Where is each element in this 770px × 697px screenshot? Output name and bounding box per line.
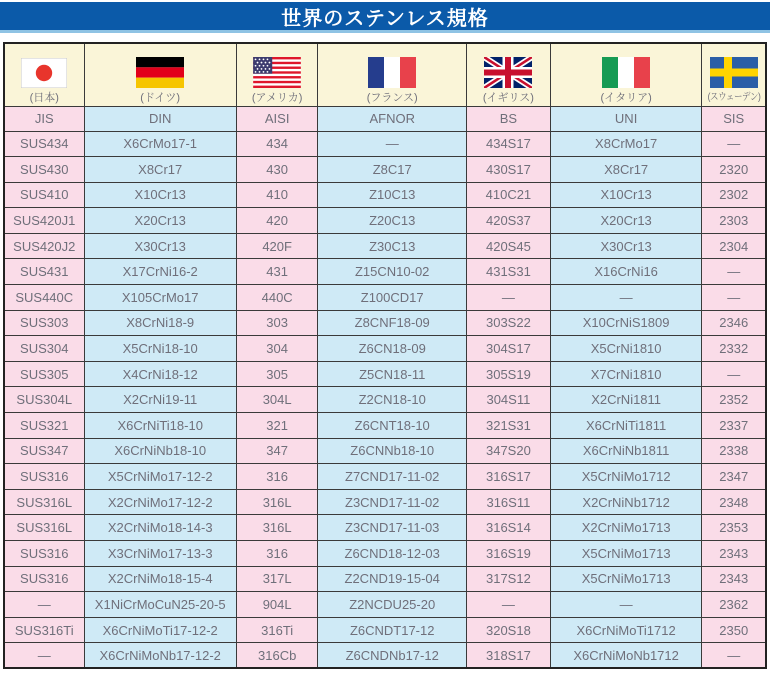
column-header-japan [4, 43, 84, 106]
japan-flag-icon [21, 58, 67, 88]
table-cell: Z6CNDNb17-12 [318, 643, 467, 669]
table-cell: Z100CD17 [318, 285, 467, 311]
table-cell: 320S18 [467, 617, 551, 643]
table-cell: 303S22 [467, 310, 551, 336]
table-cell: 316L [236, 489, 318, 515]
table-row [4, 259, 766, 285]
table-cell: X16CrNi16 [550, 259, 702, 285]
table-cell: 431S31 [467, 259, 551, 285]
table-row [4, 285, 766, 311]
table-cell: 904L [236, 592, 318, 618]
table-cell: Z10C13 [318, 182, 467, 208]
table-cell: SUS347 [4, 438, 84, 464]
table-cell: X8CrNi18-9 [84, 310, 236, 336]
table-cell: X2CrNiNb1712 [550, 489, 702, 515]
table-row [4, 566, 766, 592]
table-cell: — [702, 131, 766, 157]
table-cell: 317S12 [467, 566, 551, 592]
country-label: (スウェーデン) [707, 91, 761, 103]
table-cell: X2CrNi1811 [550, 387, 702, 413]
table-cell: 304L [236, 387, 318, 413]
country-label: (イタリア) [600, 91, 652, 104]
table-cell: 2343 [702, 566, 766, 592]
table-cell: X5CrNi18-10 [84, 336, 236, 362]
table-cell: 2352 [702, 387, 766, 413]
table-row [4, 233, 766, 259]
france-flag-icon [368, 57, 416, 88]
column-header-italy [550, 43, 702, 106]
table-cell: SUS316L [4, 515, 84, 541]
table-cell: X6CrMo17-1 [84, 131, 236, 157]
table-cell: X10CrNiS1809 [550, 310, 702, 336]
table-cell: SUS316Ti [4, 617, 84, 643]
title-bar [0, 2, 770, 33]
table-row [4, 413, 766, 439]
page [0, 2, 770, 669]
table-cell: 2337 [702, 413, 766, 439]
table-cell: X5CrNiMo1712 [550, 464, 702, 490]
table-cell: Z6CN18-09 [318, 336, 467, 362]
table-cell: SUS431 [4, 259, 84, 285]
table-cell: 305 [236, 361, 318, 387]
table-cell: X20Cr13 [84, 208, 236, 234]
table-cell: SUS410 [4, 182, 84, 208]
table-cell: 2303 [702, 208, 766, 234]
table-cell: X20Cr13 [550, 208, 702, 234]
table-cell: X6CrNiTi18-10 [84, 413, 236, 439]
table-cell: 2346 [702, 310, 766, 336]
table-cell: — [702, 643, 766, 669]
table-cell: Z8CNF18-09 [318, 310, 467, 336]
table-cell: 434 [236, 131, 318, 157]
table-cell: Z7CND17-11-02 [318, 464, 467, 490]
table-cell: — [4, 592, 84, 618]
table-cell: 434S17 [467, 131, 551, 157]
table-cell: 304 [236, 336, 318, 362]
table-cell: X6CrNiMoNb17-12-2 [84, 643, 236, 669]
country-label: (ドイツ) [140, 91, 181, 104]
standard-code-afnor: AFNOR [318, 106, 467, 131]
table-cell: — [550, 285, 702, 311]
table-cell: X5CrNiMo1713 [550, 566, 702, 592]
table-row [4, 182, 766, 208]
table-cell: 316 [236, 541, 318, 567]
uk-flag-icon [484, 57, 532, 88]
table-cell: — [318, 131, 467, 157]
table-cell: 316S11 [467, 489, 551, 515]
table-cell: X17CrNi16-2 [84, 259, 236, 285]
standard-code-jis: JIS [4, 106, 84, 131]
table-cell: SUS321 [4, 413, 84, 439]
table-cell: X2CrNiMo1713 [550, 515, 702, 541]
table-cell: — [702, 285, 766, 311]
table-cell: Z5CN18-11 [318, 361, 467, 387]
table-row [4, 208, 766, 234]
table-cell: 2362 [702, 592, 766, 618]
table-cell: X7CrNi1810 [550, 361, 702, 387]
column-header-sweden [702, 43, 766, 106]
table-cell: X5CrNiMo17-12-2 [84, 464, 236, 490]
table-cell: X10Cr13 [84, 182, 236, 208]
table-cell: 430S17 [467, 157, 551, 183]
table-cell: X2CrNiMo17-12-2 [84, 489, 236, 515]
table-row [4, 489, 766, 515]
table-cell: SUS316 [4, 541, 84, 567]
table-cell: X2CrNiMo18-14-3 [84, 515, 236, 541]
table-cell: X6CrNiNb18-10 [84, 438, 236, 464]
table-body [4, 131, 766, 668]
table-cell: — [4, 643, 84, 669]
table-cell: SUS316 [4, 566, 84, 592]
table-cell: SUS316 [4, 464, 84, 490]
standards-table [3, 42, 767, 669]
table-cell: — [550, 592, 702, 618]
table-row [4, 361, 766, 387]
table-cell: 347 [236, 438, 318, 464]
table-cell: SUS304L [4, 387, 84, 413]
page-title: 世界のステンレス規格 [281, 7, 489, 30]
table-row [4, 438, 766, 464]
table-cell: 321 [236, 413, 318, 439]
table-cell: X6CrNiMoNb1712 [550, 643, 702, 669]
table-cell: Z6CNDT17-12 [318, 617, 467, 643]
table-row [4, 387, 766, 413]
table-cell: X4CrNi18-12 [84, 361, 236, 387]
table-cell: SUS303 [4, 310, 84, 336]
standard-code-bs: BS [467, 106, 551, 131]
table-cell: Z6CNT18-10 [318, 413, 467, 439]
table-cell: 303 [236, 310, 318, 336]
table-cell: SUS316L [4, 489, 84, 515]
table-cell: X6CrNiNb1811 [550, 438, 702, 464]
table-cell: 316L [236, 515, 318, 541]
table-cell: — [467, 592, 551, 618]
table-cell: 318S17 [467, 643, 551, 669]
table-cell: SUS434 [4, 131, 84, 157]
table-cell: 304S11 [467, 387, 551, 413]
table-cell: X5CrNiMo1713 [550, 541, 702, 567]
table-cell: 316S14 [467, 515, 551, 541]
table-cell: 316Ti [236, 617, 318, 643]
table-row [4, 336, 766, 362]
column-header-france [318, 43, 467, 106]
table-cell: 2338 [702, 438, 766, 464]
table-cell: 2353 [702, 515, 766, 541]
table-cell: 2320 [702, 157, 766, 183]
flag-header-row [4, 43, 766, 106]
table-row [4, 592, 766, 618]
table-cell: SUS420J1 [4, 208, 84, 234]
table-cell: 410 [236, 182, 318, 208]
table-cell: X5CrNi1810 [550, 336, 702, 362]
table-cell: Z8C17 [318, 157, 467, 183]
table-cell: 440C [236, 285, 318, 311]
table-row [4, 464, 766, 490]
table-cell: — [702, 259, 766, 285]
table-cell: 316S17 [467, 464, 551, 490]
table-cell: X8Cr17 [84, 157, 236, 183]
table-cell: 316Cb [236, 643, 318, 669]
table-row [4, 643, 766, 669]
table-cell: Z20C13 [318, 208, 467, 234]
table-cell: — [467, 285, 551, 311]
table-cell: 420F [236, 233, 318, 259]
germany-flag-icon [136, 57, 184, 88]
table-cell: Z6CND18-12-03 [318, 541, 467, 567]
table-row [4, 515, 766, 541]
table-cell: Z3CND17-11-02 [318, 489, 467, 515]
table-cell: X8Cr17 [550, 157, 702, 183]
table-cell: 304S17 [467, 336, 551, 362]
table-cell: 430 [236, 157, 318, 183]
table-cell: 2350 [702, 617, 766, 643]
table-cell: Z2CND19-15-04 [318, 566, 467, 592]
table-cell: 2348 [702, 489, 766, 515]
table-cell: 2304 [702, 233, 766, 259]
standard-code-din: DIN [84, 106, 236, 131]
table-cell: 410C21 [467, 182, 551, 208]
table-cell: 321S31 [467, 413, 551, 439]
table-cell: X2CrNi19-11 [84, 387, 236, 413]
table-cell: X6CrNiTi1811 [550, 413, 702, 439]
country-label: (アメリカ) [251, 91, 303, 104]
table-row [4, 541, 766, 567]
table-cell: SUS420J2 [4, 233, 84, 259]
italy-flag-icon [602, 57, 650, 88]
table-cell: 316S19 [467, 541, 551, 567]
sweden-flag-icon [710, 57, 758, 88]
table-cell: 420 [236, 208, 318, 234]
table-cell: X6CrNiMoTi1712 [550, 617, 702, 643]
table-cell: 2343 [702, 541, 766, 567]
standard-code-sis: SIS [702, 106, 766, 131]
table-cell: 2332 [702, 336, 766, 362]
table-row [4, 617, 766, 643]
table-cell: X8CrMo17 [550, 131, 702, 157]
table-cell: X30Cr13 [550, 233, 702, 259]
table-cell: X2CrNiMo18-15-4 [84, 566, 236, 592]
table-row [4, 131, 766, 157]
table-cell: 317L [236, 566, 318, 592]
table-cell: 316 [236, 464, 318, 490]
table-cell: Z30C13 [318, 233, 467, 259]
country-label: (日本) [29, 91, 59, 104]
table-row [4, 310, 766, 336]
table-cell: X1NiCrMoCuN25-20-5 [84, 592, 236, 618]
table-cell: X30Cr13 [84, 233, 236, 259]
table-cell: 2347 [702, 464, 766, 490]
table-cell: Z2CN18-10 [318, 387, 467, 413]
column-header-uk [467, 43, 551, 106]
country-label: (フランス) [366, 91, 418, 104]
table-cell: 420S45 [467, 233, 551, 259]
table-cell: Z15CN10-02 [318, 259, 467, 285]
table-cell: 420S37 [467, 208, 551, 234]
table-cell: SUS305 [4, 361, 84, 387]
country-label: (イギリス) [482, 91, 534, 104]
standard-code-aisi: AISI [236, 106, 318, 131]
table-cell: X3CrNiMo17-13-3 [84, 541, 236, 567]
table-cell: SUS430 [4, 157, 84, 183]
table-cell: Z6CNNb18-10 [318, 438, 467, 464]
column-header-germany [84, 43, 236, 106]
table-cell: 431 [236, 259, 318, 285]
table-cell: Z3CND17-11-03 [318, 515, 467, 541]
table-cell: 347S20 [467, 438, 551, 464]
table-cell: SUS304 [4, 336, 84, 362]
table-cell: — [702, 361, 766, 387]
column-header-usa [236, 43, 318, 106]
table-cell: X105CrMo17 [84, 285, 236, 311]
table-cell: 305S19 [467, 361, 551, 387]
table-row [4, 157, 766, 183]
table-cell: X6CrNiMoTi17-12-2 [84, 617, 236, 643]
table-cell: 2302 [702, 182, 766, 208]
table-cell: SUS440C [4, 285, 84, 311]
table-cell: X10Cr13 [550, 182, 702, 208]
standard-code-row [4, 106, 766, 131]
standard-code-uni: UNI [550, 106, 702, 131]
table-cell: Z2NCDU25-20 [318, 592, 467, 618]
usa-flag-icon [253, 57, 301, 88]
